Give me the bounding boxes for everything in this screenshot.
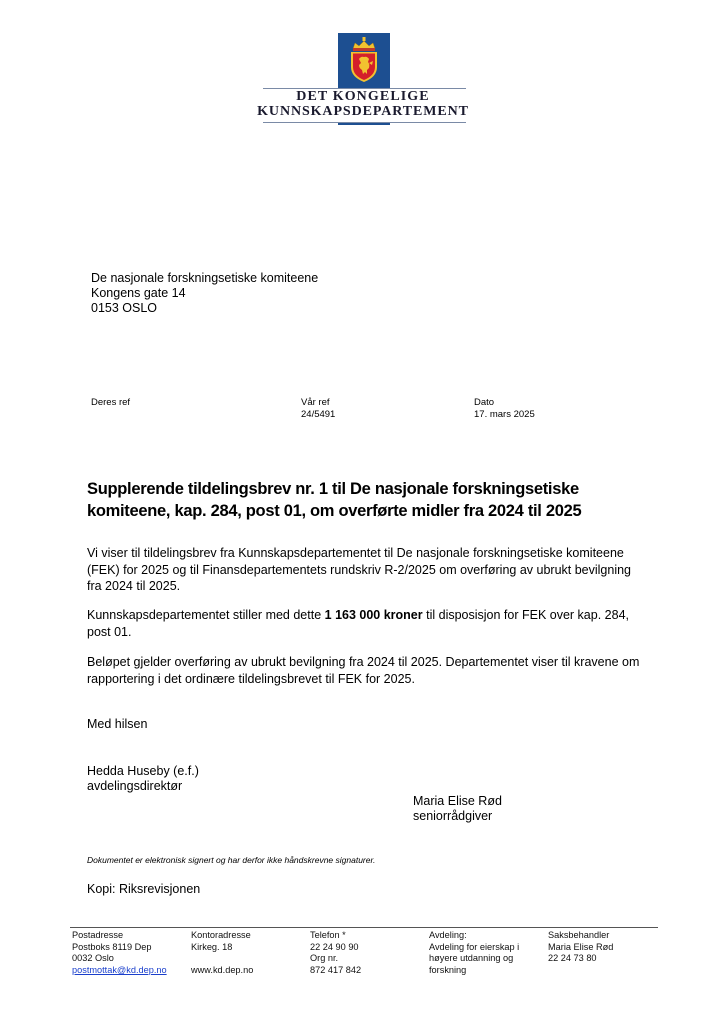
logo-line-1: DET KONGELIGE — [296, 89, 430, 104]
signer-2-name: Maria Elise Rød — [413, 794, 502, 808]
recipient-street: Kongens gate 14 — [91, 286, 186, 300]
footer-case-officer — [548, 930, 613, 965]
deres-ref-label: Deres ref — [91, 397, 131, 408]
footer-office-label: Kontoradresse — [191, 930, 251, 940]
dato-label: Dato — [474, 397, 495, 408]
norwegian-coat-of-arms-icon — [346, 37, 382, 83]
footer-department-line3: forskning — [429, 964, 467, 975]
copy-recipient: Kopi: Riksrevisjonen — [87, 882, 201, 896]
signer-1-title: avdelingsdirektør — [87, 779, 183, 793]
footer-office-line1: Kirkeg. 18 — [191, 941, 233, 952]
footer-postal-label: Postadresse — [72, 930, 124, 940]
paragraph-2-start: Kunnskapsdepartementet stiller med dette — [87, 608, 325, 622]
dato-value: 17. mars 2025 — [474, 409, 535, 420]
footer-postal-line2: 0032 Oslo — [72, 953, 114, 964]
var-ref-label: Vår ref — [301, 397, 330, 408]
footer-website: www.kd.dep.no — [191, 964, 254, 975]
footer-case-officer-phone: 22 24 73 80 — [548, 953, 597, 964]
recipient-name: De nasjonale forskningsetiske komiteene — [91, 271, 319, 285]
footer-department — [429, 930, 519, 976]
footer-phone — [310, 930, 361, 976]
footer-office-address — [191, 930, 253, 976]
letter-title: Supplerende tildelingsbrev nr. 1 til De nasjonale forskningsetiske komiteene, kap. 284, post 01, om overførte midler fra 2024 til 2025 — [87, 480, 582, 520]
recipient-postal: 0153 OSLO — [91, 301, 158, 315]
footer-org-number: 872 417 842 — [310, 964, 362, 975]
logo-line-2: KUNNSKAPSDEPARTEMENT — [257, 104, 469, 119]
footer-phone-label: Telefon * — [310, 930, 346, 940]
footer-postal-line1: Postboks 8119 Dep — [72, 941, 152, 952]
signature-note: Dokumentet er elektronisk signert og har derfor ikke håndskrevne signaturer. — [87, 855, 376, 865]
paragraph-2-end: til disposisjon for FEK over kap. 284, post 01. — [87, 608, 629, 639]
footer-office-spacer — [191, 953, 253, 965]
var-ref-value: 24/5491 — [301, 409, 336, 420]
signer-2-title: seniorrådgiver — [413, 809, 493, 823]
paragraph-1: Vi viser til tildelingsbrev fra Kunnskapsdepartementet til De nasjonale forskningsetiske komiteene (FEK) for 2025 og til Finansdepartementets rundskriv R-2/2025 om overføring av ubrukt bevilgning fra 2024 til 2025. — [87, 546, 632, 593]
footer-email-link[interactable]: postmottak@kd.dep.no — [72, 964, 167, 975]
closing: Med hilsen — [87, 717, 148, 731]
logo-bottom-rule — [263, 122, 466, 123]
paragraph-2 — [87, 607, 652, 640]
footer-org-label: Org nr. — [310, 953, 339, 964]
footer-case-officer-name: Maria Elise Rød — [548, 941, 614, 952]
footer-department-line1: Avdeling for eierskap i — [429, 941, 520, 952]
footer-department-label: Avdeling: — [429, 930, 467, 940]
footer-postal-address — [72, 930, 167, 976]
footer-phone-number: 22 24 90 90 — [310, 941, 359, 952]
footer-rule — [70, 927, 658, 928]
amount-bold: 1 163 000 kroner — [324, 608, 423, 622]
footer-department-line2: høyere utdanning og — [429, 953, 514, 964]
paragraph-3: Beløpet gjelder overføring av ubrukt bevilgning fra 2024 til 2025. Departementet viser til kravene om rapportering i det ordinære tildelingsbrevet til FEK for 2025. — [87, 655, 640, 686]
footer-case-officer-label: Saksbehandler — [548, 930, 610, 940]
signer-1-name: Hedda Huseby (e.f.) — [87, 764, 199, 778]
